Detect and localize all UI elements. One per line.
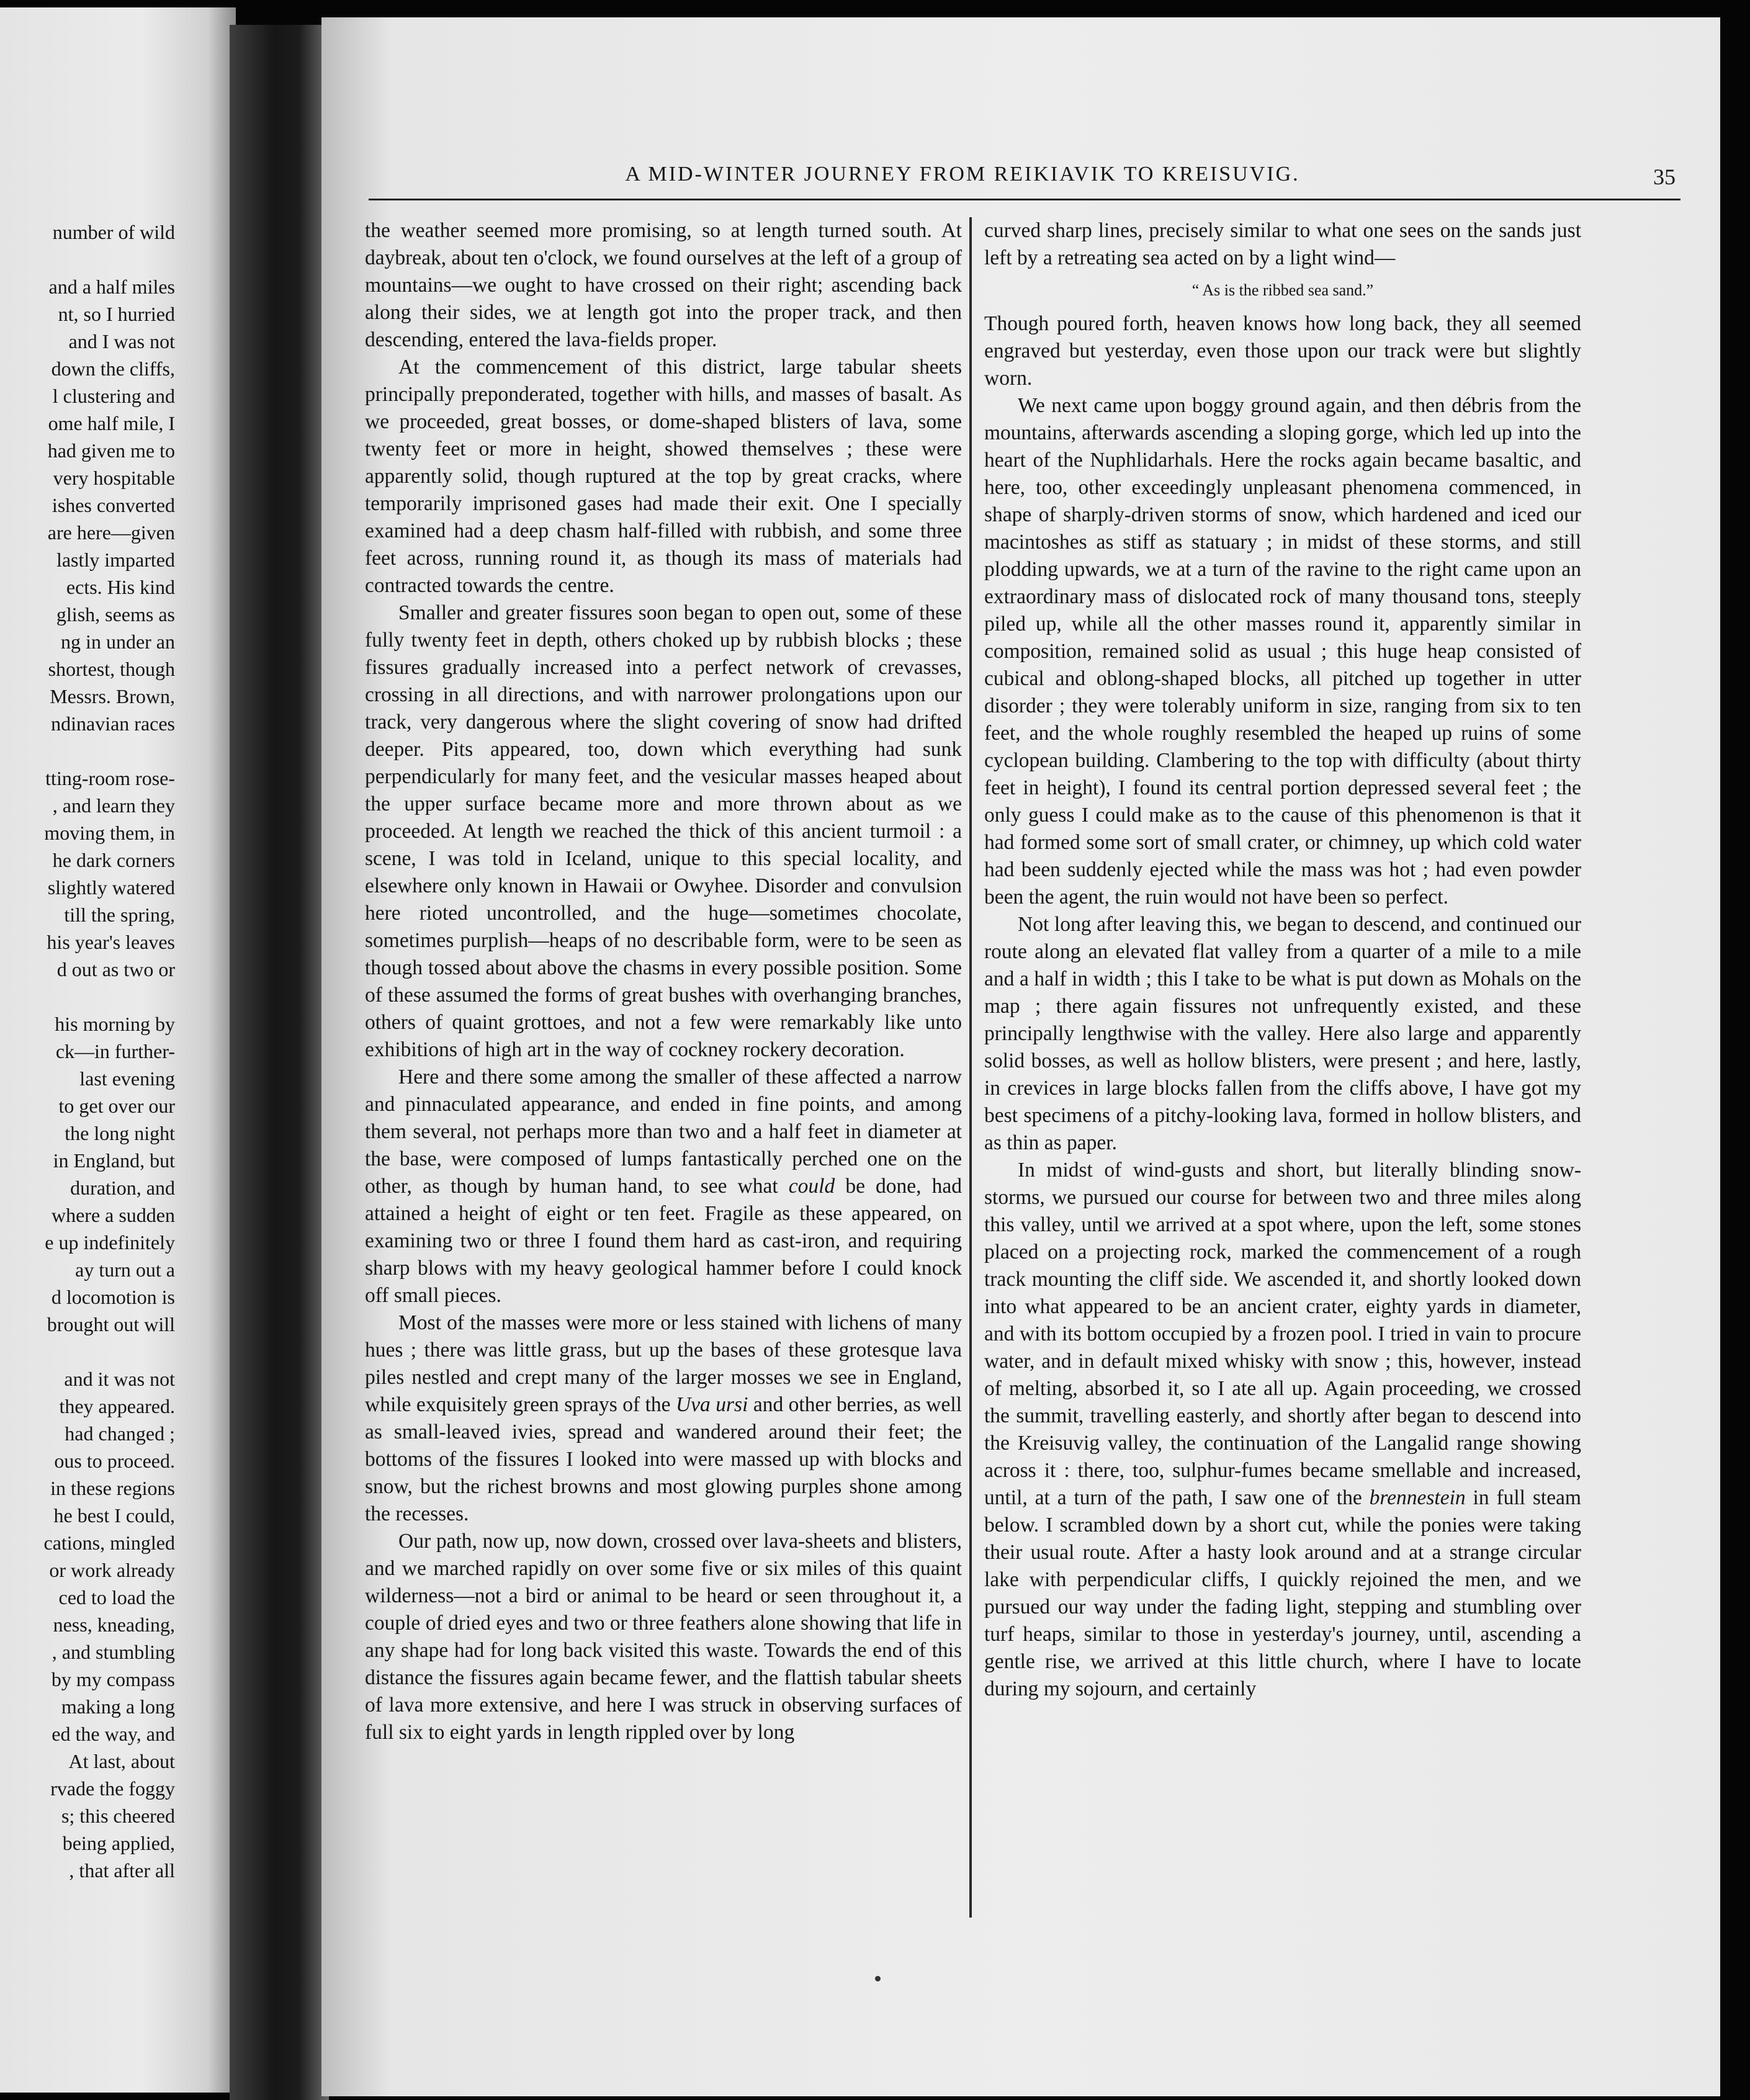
facing-page-line: d locomotion is: [51, 1286, 175, 1308]
facing-page-line: in these regions: [50, 1477, 175, 1499]
facing-page-line: being applied,: [62, 1832, 175, 1854]
ink-speck: [875, 1976, 881, 1981]
facing-page-line: glish, seems as: [56, 603, 175, 626]
facing-page-line: ay turn out a: [75, 1259, 175, 1281]
paragraph: the weather seemed more promising, so at length turned south. At daybreak, about ten o'clock, we found ourselves at the left of a group of mountains—we ought to have crossed on their right; ascending back along their sides, we at length got into the proper track, and then descending, entered the lava-fields proper.: [365, 219, 962, 351]
facing-page-line: ed the way, and: [52, 1723, 175, 1745]
text-column-right: [984, 217, 1581, 1703]
facing-page-line: rvade the foggy: [50, 1777, 175, 1800]
facing-page: [0, 7, 236, 2093]
facing-page-line: l clustering and: [52, 385, 175, 407]
facing-page-gap: [0, 737, 175, 765]
facing-page-line: are here—given: [47, 521, 175, 544]
facing-page-line: and it was not: [64, 1368, 175, 1390]
facing-page-line: nt, so I hurried: [58, 303, 175, 325]
book-page: [321, 17, 1720, 2096]
facing-page-line: , and learn they: [52, 794, 175, 817]
facing-page-line: his year's leaves: [47, 931, 175, 953]
facing-page-line: moving them, in: [44, 822, 175, 844]
paragraph: We next came upon boggy ground again, and then débris from the mountains, afterwards ascending a sloping gorge, which led up into the heart of the Nuphlidarhals. Here the rocks again became basaltic, and here, too, other exceedingly unpleasant phenomena commenced, in shape of sharply-driven storms of snow, which hardened and iced our macintoshes as stiff as statuary ; in midst of these storms, and still plodding upwards, we at a turn of the ravine to the right came upon an extraordinary mass of dislocated rock of many thousand tons, steeply piled up, while all the other masses round it, apparently similar in composition, remained solid as usual ; this huge heap consisted of cubical and oblong-shaped blocks, all pitched up together in utter disorder ; they were tolerably uniform in size, ranging from six to ten feet, and the whole roughly resembled the heaped up ruins of some cyclopean building. Clambering to the top with difficulty (about thirty feet in height), I found its central portion depressed several feet ; the only guess I could make as to the cause of this phenomenon is that it had formed some sort of small crater, or chimney, up which cold water had been suddenly ejected while the mass was hot ; had even powder been the agent, the ruin would not have been so perfect.: [984, 394, 1581, 909]
facing-page-line: e up indefinitely: [45, 1231, 175, 1254]
facing-page-gap: [0, 983, 175, 1010]
facing-page-line: or work already: [49, 1559, 175, 1581]
facing-page-line: down the cliffs,: [51, 357, 175, 380]
page-number: 35: [1653, 164, 1676, 189]
facing-page-line: duration, and: [70, 1177, 175, 1199]
facing-page-line: ous to proceed.: [54, 1450, 175, 1472]
facing-page-line: shortest, though: [48, 658, 175, 680]
facing-page-line: where a sudden: [51, 1204, 175, 1226]
paragraph: Though poured forth, heaven knows how long back, they all seemed engraved but yesterday, even those upon our track were but slightly worn.: [984, 312, 1581, 390]
facing-page-line: tting-room rose-: [45, 767, 175, 789]
facing-page-gap: [0, 1338, 175, 1365]
text-column-left: [365, 217, 962, 1746]
facing-page-line: Messrs. Brown,: [50, 685, 175, 707]
facing-page-line: ced to load the: [58, 1586, 175, 1609]
paragraph: At the commencement of this district, large tabular sheets principally preponderated, together with hills, and masses of basalt. As we proceeded, great bosses, or dome-shaped blisters of lava, some twenty feet or more in height, showed themselves ; these were apparently solid, though ruptured at the top by great cracks, where temporarily imprisoned gases had made their exit. One I specially examined had a deep chasm half-filled with rubbish, and some three feet across, running round it, as though its mass of materials had contracted towards the centre.: [365, 356, 962, 597]
facing-page-line: ng in under an: [61, 630, 175, 653]
facing-page-line: very hospitable: [53, 467, 175, 489]
facing-page-line: making a long: [61, 1695, 175, 1718]
facing-page-line: had changed ;: [65, 1422, 175, 1445]
facing-page-line: and I was not: [68, 330, 175, 352]
facing-page-line: had given me to: [47, 439, 175, 462]
paragraph: Our path, now up, now down, crossed over lava-sheets and blisters, and we marched rapidly on over some five or six miles of this quaint wilderness—not a bird or animal to be heard or seen throughout it, a couple of dried eyes and two or three feathers alone showing that life in any shape had for long back visited this waste. Towards the end of this distance the fissures again became fewer, and the flattish tabular sheets of lava more extensive, and here I was struck in observing surfaces of full six to eight yards in length rippled over by long: [365, 1530, 962, 1744]
paragraph: curved sharp lines, precisely similar to what one sees on the sands just left by a retreating sea acted on by a light wind—: [984, 219, 1581, 269]
facing-page-line: , and stumbling: [52, 1641, 175, 1663]
page-header: [369, 151, 1680, 200]
facing-page-line: ndinavian races: [51, 712, 175, 735]
paragraph-text: Most of the masses were more or less stained with lichens of many hues ; there was little grass, but up the bases of these grotesque lava piles nestled and crept many of the larger mosses we see in England, while exquisitely green sprays of the: [365, 1311, 962, 1416]
paragraph-text: Here and there some among the smaller of these affected a narrow and pinnaculated appearance, and ended in fine points, and among them several, not perhaps more than two and a half feet in diameter at the base, were composed of lumps fantastically perched one on the other, as though by human hand, to see what: [365, 1066, 962, 1198]
facing-page-line: lastly imparted: [56, 549, 175, 571]
facing-page-line: s; this cheered: [61, 1805, 175, 1827]
facing-page-line: d out as two or: [56, 958, 175, 980]
paragraph: Smaller and greater fissures soon began to open out, some of these fully twenty feet in depth, others choked up by rubbish blocks ; these fissures gradually increased into a perfect network of crevasses, crossing in all directions, and with narrower prolongations upon our track, very dangerous where the slight covering of snow had drifted deeper. Pits appeared, too, down which everything had sunk perpendicularly for many feet, and the vesicular masses heaped about the upper surface became more and more thrown about as we proceeded. At length we reached the thick of this ancient turmoil : a scene, I was told in Iceland, unique to this special locality, and elsewhere only known in Hawaii or Owyhee. Disorder and convulsion here rioted uncontrolled, and the huge—sometimes chocolate, sometimes purplish—heaps of no describable form, were to be seen as though tossed about above the chasms in every possible position. Some of these assumed the forms of great bushes with overhanging branches, others of quaint grottoes, and not a few were remarkably like unto exhibitions of high art in the way of cockney rockery decoration.: [365, 601, 962, 1061]
facing-page-text: [0, 218, 175, 1884]
facing-page-line: he best I could,: [53, 1504, 175, 1527]
italic-word: could: [788, 1175, 835, 1198]
facing-page-line: the long night: [65, 1122, 175, 1144]
facing-page-line: last evening: [79, 1067, 175, 1090]
facing-page-line: ishes converted: [52, 494, 175, 516]
column-divider: [969, 217, 972, 1918]
facing-page-line: in England, but: [53, 1149, 175, 1172]
facing-page-line: they appeared.: [59, 1395, 175, 1417]
facing-page-line: his morning by: [55, 1013, 175, 1035]
facing-page-line: till the spring,: [64, 904, 175, 926]
facing-page-line: number of wild: [52, 221, 175, 243]
facing-page-line: cations, mingled: [43, 1532, 175, 1554]
facing-page-line: by my compass: [51, 1668, 175, 1690]
facing-page-gap: [0, 246, 175, 273]
facing-page-line: slightly watered: [47, 876, 175, 899]
facing-page-line: and a half miles: [48, 276, 175, 298]
facing-page-line: ck—in further-: [55, 1040, 175, 1062]
paragraph: [365, 1309, 962, 1528]
facing-page-line: ome half mile, I: [48, 412, 175, 434]
facing-page-line: At last, about: [68, 1750, 175, 1772]
book-gutter: [230, 25, 329, 2100]
quotation: “ As is the ribbed sea sand.”: [1191, 281, 1374, 299]
facing-page-line: ness, kneading,: [53, 1613, 175, 1636]
paragraph-text: be done, had attained a height of eight or ten feet. Fragile as these appeared, on examining two or three I found them hard as cast-iron, and requiring sharp blows with my heavy geological hammer before I could knock off small pieces.: [365, 1175, 962, 1307]
italic-term: brennestein: [1369, 1486, 1466, 1509]
paragraph-text: In midst of wind-gusts and short, but literally blinding snow-storms, we pursued our course for between two and three miles along this valley, until we arrived at a spot where, upon the left, some stones placed on a projecting rock, marked the commencement of a rough track mounting the cliff side. We ascended it, and shortly looked down into what appeared to be an ancient crater, eighty yards in diameter, and with its bottom occupied by a frozen pool. I tried in vain to procure water, and in default mixed whisky with snow ; this, however, instead of melting, absorbed it, so I ate all up. Again proceeding, we crossed the summit, travelling easterly, and shortly after began to descend into the Kreisuvig valley, the continuation of the Langalid range showing across it : there, too, sulphur-fumes became smellable and increased, until, at a turn of the path, I saw one of the: [984, 1159, 1581, 1509]
facing-page-line: , that after all: [69, 1859, 175, 1882]
running-title: A MID-WINTER JOURNEY FROM REIKIAVIK TO KREISUVIG.: [625, 163, 1300, 186]
paragraph: Not long after leaving this, we began to descend, and continued our route along an elevated flat valley from a quarter of a mile to a mile and a half in width ; this I take to be what is put down as Mohals on the map ; there again fissures not unfrequently existed, and these principally lengthwise with the valley. Here also large and apparently solid bosses, as well as hollow blisters, were present ; and here, lastly, in crevices in large blocks fallen from the cliffs above, I have got my best specimens of a pitchy-looking lava, formed in hollow blisters, and as thin as paper.: [984, 913, 1581, 1154]
facing-page-line: he dark corners: [52, 849, 175, 871]
paragraph: [984, 1157, 1581, 1703]
paragraph-text: in full steam below. I scrambled down by a short cut, while the ponies were taking their usual route. After a hasty look around and at a strange circular lake with perpendicular cliffs, I quickly rejoined the men, and we pursued our way under the fading light, stepping and stumbling over turf heaps, similar to those in yesterday's journey, until, ascending a gentle rise, we arrived at this little church, where I have to locate during my sojourn, and certainly: [984, 1486, 1581, 1700]
paragraph: [365, 1064, 962, 1309]
italic-term: Uva ursi: [676, 1393, 748, 1416]
scan-border: [1720, 0, 1750, 2100]
paragraph-text: and other berries, as well as small-leaved ivies, spread and wandered around their feet; the bottoms of the fissures I looked into were massed up with blocks and snow, but the richest browns and most glowing purples shone among the recesses.: [365, 1393, 962, 1525]
facing-page-line: ects. His kind: [66, 576, 175, 598]
facing-page-line: to get over our: [58, 1095, 175, 1117]
facing-page-line: brought out will: [47, 1313, 175, 1335]
